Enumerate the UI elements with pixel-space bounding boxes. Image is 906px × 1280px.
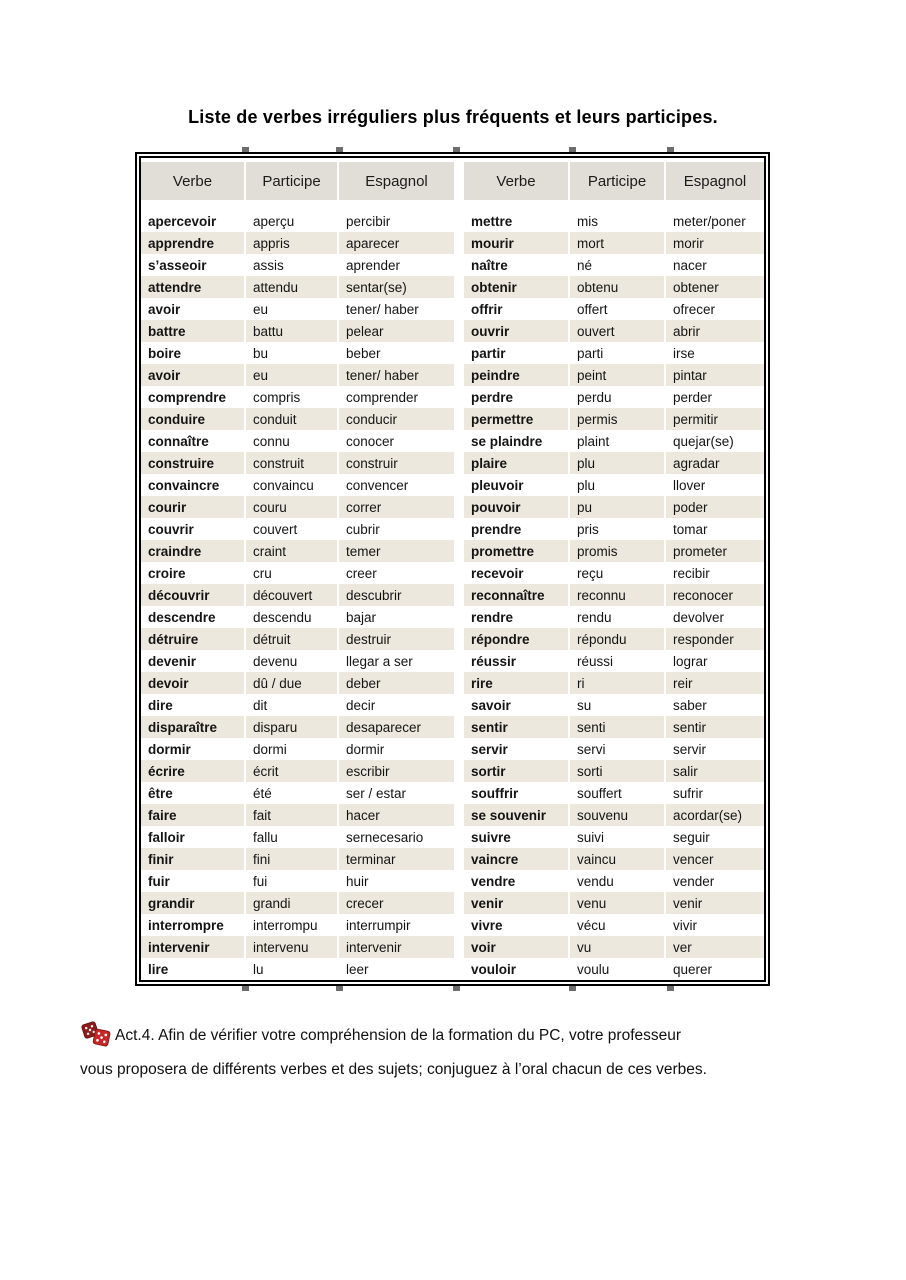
verb-cell: rendre [459,606,569,628]
verb-cell: mourir [459,232,569,254]
participle-cell: convaincu [245,474,338,496]
table-row [141,650,764,672]
verb-cell: attendre [148,279,202,295]
spanish-cell: creer [338,562,459,584]
verb-cell: vivre [459,914,569,936]
verb-cell: grandir [148,895,195,911]
column-tick [242,986,249,991]
verb-cell: souffrir [459,782,569,804]
verb-cell: devoir [148,675,189,691]
verb-cell: recevoir [459,562,569,584]
verb-cell: apprendre [148,235,215,251]
spanish-cell: correr [338,496,459,518]
verb-cell: découvrir [148,587,210,603]
spanish-cell: lograr [665,650,764,672]
spanish-cell: permitir [665,408,764,430]
verb-cell: construire [148,455,215,471]
table-row [141,320,764,342]
column-tick [667,986,674,991]
verb-cell: pouvoir [459,496,569,518]
spanish-cell: ver [665,936,764,958]
table-row [141,606,764,628]
participle-cell: été [245,782,338,804]
verb-cell: dormir [148,741,191,757]
spanish-cell: tener/ haber [338,364,459,386]
verb-cell: apercevoir [148,213,217,229]
spanish-cell: sernecesario [338,826,459,848]
column-tick [336,147,343,152]
table-row [141,540,764,562]
table-row [141,364,764,386]
participle-cell: ouvert [569,320,665,342]
participle-cell: voulu [569,958,665,980]
participle-cell: rendu [569,606,665,628]
verb-cell: suivre [459,826,569,848]
spanish-cell: pelear [338,320,459,342]
participle-cell: perdu [569,386,665,408]
verb-cell: avoir [148,301,181,317]
participle-cell: dû / due [245,672,338,694]
column-header-espagnol-2: Espagnol [665,158,764,210]
column-tick [453,986,460,991]
spanish-cell: desaparecer [338,716,459,738]
spanish-cell: conducir [338,408,459,430]
column-tick [336,986,343,991]
verb-table [135,152,770,986]
participle-cell: conduit [245,408,338,430]
participle-cell: descendu [245,606,338,628]
spanish-cell: bajar [338,606,459,628]
column-header-espagnol-1: Espagnol [338,158,459,210]
verb-cell: croire [148,565,186,581]
spanish-cell: aparecer [338,232,459,254]
spanish-cell: descubrir [338,584,459,606]
participle-cell: peint [569,364,665,386]
participle-cell: craint [245,540,338,562]
spanish-cell: hacer [338,804,459,826]
participle-cell: pris [569,518,665,540]
spanish-cell: vivir [665,914,764,936]
spanish-cell: intervenir [338,936,459,958]
dice-icon [80,1019,112,1049]
table-row [141,936,764,958]
verb-cell: voir [459,936,569,958]
participle-cell: suivi [569,826,665,848]
participle-cell: vu [569,936,665,958]
verb-cell: boire [148,345,182,361]
participle-cell: pu [569,496,665,518]
spanish-cell: sentar(se) [338,276,459,298]
participle-cell: bu [245,342,338,364]
participle-cell: plu [569,452,665,474]
spanish-cell: servir [665,738,764,760]
table-row [141,782,764,804]
table-row [141,870,764,892]
verb-cell: plaire [459,452,569,474]
column-tick [569,147,576,152]
verb-cell: rire [459,672,569,694]
spanish-cell: beber [338,342,459,364]
column-tick [453,147,460,152]
participle-cell: construit [245,452,338,474]
column-header-verbe-1: Verbe [141,158,245,210]
spanish-cell: meter/poner [665,210,764,232]
verb-cell: réussir [459,650,569,672]
participle-cell: eu [245,298,338,320]
column-tick [667,147,674,152]
table-row [141,804,764,826]
table-row [141,474,764,496]
spanish-cell: morir [665,232,764,254]
participle-cell: aperçu [245,210,338,232]
verb-cell: ouvrir [459,320,569,342]
table-row [141,826,764,848]
participle-cell: fini [245,848,338,870]
spanish-cell: tener/ haber [338,298,459,320]
spanish-cell: irse [665,342,764,364]
table-row [141,760,764,782]
spanish-cell: responder [665,628,764,650]
table-row [141,892,764,914]
verb-cell: permettre [459,408,569,430]
participle-cell: obtenu [569,276,665,298]
table-row [141,254,764,276]
verb-cell: pleuvoir [459,474,569,496]
column-header-participe-2: Participe [569,158,665,210]
participle-cell: cru [245,562,338,584]
verb-cell: vouloir [459,958,569,980]
spanish-cell: tomar [665,518,764,540]
table-row [141,232,764,254]
spanish-cell: huir [338,870,459,892]
spanish-cell: conocer [338,430,459,452]
verb-cell: intervenir [148,939,210,955]
column-tick [242,147,249,152]
participle-cell: dormi [245,738,338,760]
participle-cell: interrompu [245,914,338,936]
participle-cell: lu [245,958,338,980]
verb-cell: être [148,785,173,801]
table-row [141,298,764,320]
participle-cell: dit [245,694,338,716]
participle-cell: fui [245,870,338,892]
verb-cell: reconnaître [459,584,569,606]
participle-cell: permis [569,408,665,430]
column-header-verbe-2: Verbe [459,158,569,210]
verb-cell: descendre [148,609,216,625]
table-row [141,584,764,606]
activity-text-line2: vous proposera de différents verbes et des sujets; conjuguez à l’oral chacun de ces verbes. [80,1061,707,1078]
table-row [141,716,764,738]
verb-cell: naître [459,254,569,276]
table-row [141,914,764,936]
spanish-cell: interrumpir [338,914,459,936]
verb-cell: répondre [459,628,569,650]
participle-cell: reçu [569,562,665,584]
verb-cell: battre [148,323,186,339]
spanish-cell: comprender [338,386,459,408]
verb-cell: peindre [459,364,569,386]
spanish-cell: cubrir [338,518,459,540]
table-row [141,518,764,540]
verb-cell: comprendre [148,389,227,405]
spanish-cell: dormir [338,738,459,760]
participle-cell: disparu [245,716,338,738]
spanish-cell: ofrecer [665,298,764,320]
participle-cell: grandi [245,892,338,914]
verb-conjugation-table [141,158,764,980]
spanish-cell: prometer [665,540,764,562]
participle-cell: connu [245,430,338,452]
spanish-cell: escribir [338,760,459,782]
participle-cell: découvert [245,584,338,606]
table-row [141,958,764,980]
participle-cell: couvert [245,518,338,540]
column-tick [569,986,576,991]
spanish-cell: aprender [338,254,459,276]
verb-cell: dire [148,697,173,713]
verb-cell: prendre [459,518,569,540]
participle-cell: plu [569,474,665,496]
participle-cell: venu [569,892,665,914]
participle-cell: répondu [569,628,665,650]
spanish-cell: vender [665,870,764,892]
spanish-cell: acordar(se) [665,804,764,826]
spanish-cell: llegar a ser [338,650,459,672]
participle-cell: écrit [245,760,338,782]
spanish-cell: reir [665,672,764,694]
participle-cell: mort [569,232,665,254]
participle-cell: plaint [569,430,665,452]
spanish-cell: querer [665,958,764,980]
participle-cell: intervenu [245,936,338,958]
spanish-cell: agradar [665,452,764,474]
table-row [141,452,764,474]
spanish-cell: convencer [338,474,459,496]
verb-cell: vaincre [459,848,569,870]
spanish-cell: devolver [665,606,764,628]
verb-cell: détruire [148,631,199,647]
participle-cell: compris [245,386,338,408]
participle-cell: senti [569,716,665,738]
participle-cell: eu [245,364,338,386]
table-row [141,342,764,364]
verb-cell: sentir [459,716,569,738]
participle-cell: réussi [569,650,665,672]
table-row [141,210,764,232]
verb-cell: devenir [148,653,197,669]
spanish-cell: venir [665,892,764,914]
verb-cell: finir [148,851,174,867]
table-row [141,562,764,584]
header-row [141,158,764,210]
verb-cell: avoir [148,367,181,383]
spanish-cell: deber [338,672,459,694]
table-row [141,628,764,650]
verb-cell: couvrir [148,521,194,537]
table-row [141,386,764,408]
participle-cell: fallu [245,826,338,848]
participle-cell: su [569,694,665,716]
verb-cell: lire [148,961,169,977]
verb-table-body [141,210,764,980]
participle-cell: vécu [569,914,665,936]
spanish-cell: percibir [338,210,459,232]
spanish-cell: recibir [665,562,764,584]
verb-cell: falloir [148,829,185,845]
verb-cell: partir [459,342,569,364]
verb-cell: vendre [459,870,569,892]
table-row [141,408,764,430]
verb-cell: conduire [148,411,206,427]
activity-note [80,1019,858,1087]
spanish-cell: decir [338,694,459,716]
column-header-participe-1: Participe [245,158,338,210]
participle-cell: vendu [569,870,665,892]
spanish-cell: ser / estar [338,782,459,804]
verb-cell: connaître [148,433,209,449]
verb-cell: savoir [459,694,569,716]
spanish-cell: obtener [665,276,764,298]
spanish-cell: llover [665,474,764,496]
participle-cell: devenu [245,650,338,672]
spanish-cell: crecer [338,892,459,914]
verb-cell: servir [459,738,569,760]
participle-cell: battu [245,320,338,342]
spanish-cell: pintar [665,364,764,386]
spanish-cell: leer [338,958,459,980]
verb-cell: se plaindre [459,430,569,452]
table-row [141,276,764,298]
table-row [141,738,764,760]
activity-text-line1: Act.4. Afin de vérifier votre compréhension de la formation du PC, votre professeur [115,1027,682,1044]
spanish-cell: vencer [665,848,764,870]
verb-cell: convaincre [148,477,220,493]
verb-cell: obtenir [459,276,569,298]
verb-cell: offrir [459,298,569,320]
verb-cell: courir [148,499,187,515]
participle-cell: servi [569,738,665,760]
participle-cell: offert [569,298,665,320]
participle-cell: promis [569,540,665,562]
participle-cell: né [569,254,665,276]
verb-cell: disparaître [148,719,218,735]
spanish-cell: reconocer [665,584,764,606]
table-row [141,694,764,716]
participle-cell: sorti [569,760,665,782]
table-row [141,848,764,870]
spanish-cell: nacer [665,254,764,276]
participle-cell: détruit [245,628,338,650]
spanish-cell: terminar [338,848,459,870]
verb-cell: sortir [459,760,569,782]
spanish-cell: salir [665,760,764,782]
spanish-cell: destruir [338,628,459,650]
spanish-cell: sufrir [665,782,764,804]
participle-cell: souvenu [569,804,665,826]
verb-cell: s’asseoir [148,257,207,273]
verb-cell: venir [459,892,569,914]
participle-cell: ri [569,672,665,694]
verb-cell: promettre [459,540,569,562]
participle-cell: fait [245,804,338,826]
verb-cell: fuir [148,873,170,889]
verb-cell: mettre [459,210,569,232]
verb-cell: faire [148,807,177,823]
verb-cell: craindre [148,543,202,559]
page-title: Liste de verbes irréguliers plus fréquents et leurs participes. [188,107,718,127]
participle-cell: reconnu [569,584,665,606]
spanish-cell: sentir [665,716,764,738]
spanish-cell: quejar(se) [665,430,764,452]
table-row [141,672,764,694]
spanish-cell: construir [338,452,459,474]
spanish-cell: seguir [665,826,764,848]
table-row [141,430,764,452]
participle-cell: assis [245,254,338,276]
spanish-cell: poder [665,496,764,518]
spanish-cell: saber [665,694,764,716]
verb-cell: écrire [148,763,185,779]
participle-cell: souffert [569,782,665,804]
participle-cell: parti [569,342,665,364]
participle-cell: attendu [245,276,338,298]
spanish-cell: temer [338,540,459,562]
verb-cell: interrompre [148,917,224,933]
spanish-cell: abrir [665,320,764,342]
verb-cell: perdre [459,386,569,408]
participle-cell: vaincu [569,848,665,870]
participle-cell: mis [569,210,665,232]
spanish-cell: perder [665,386,764,408]
table-row [141,496,764,518]
verb-cell: se souvenir [459,804,569,826]
participle-cell: appris [245,232,338,254]
participle-cell: couru [245,496,338,518]
